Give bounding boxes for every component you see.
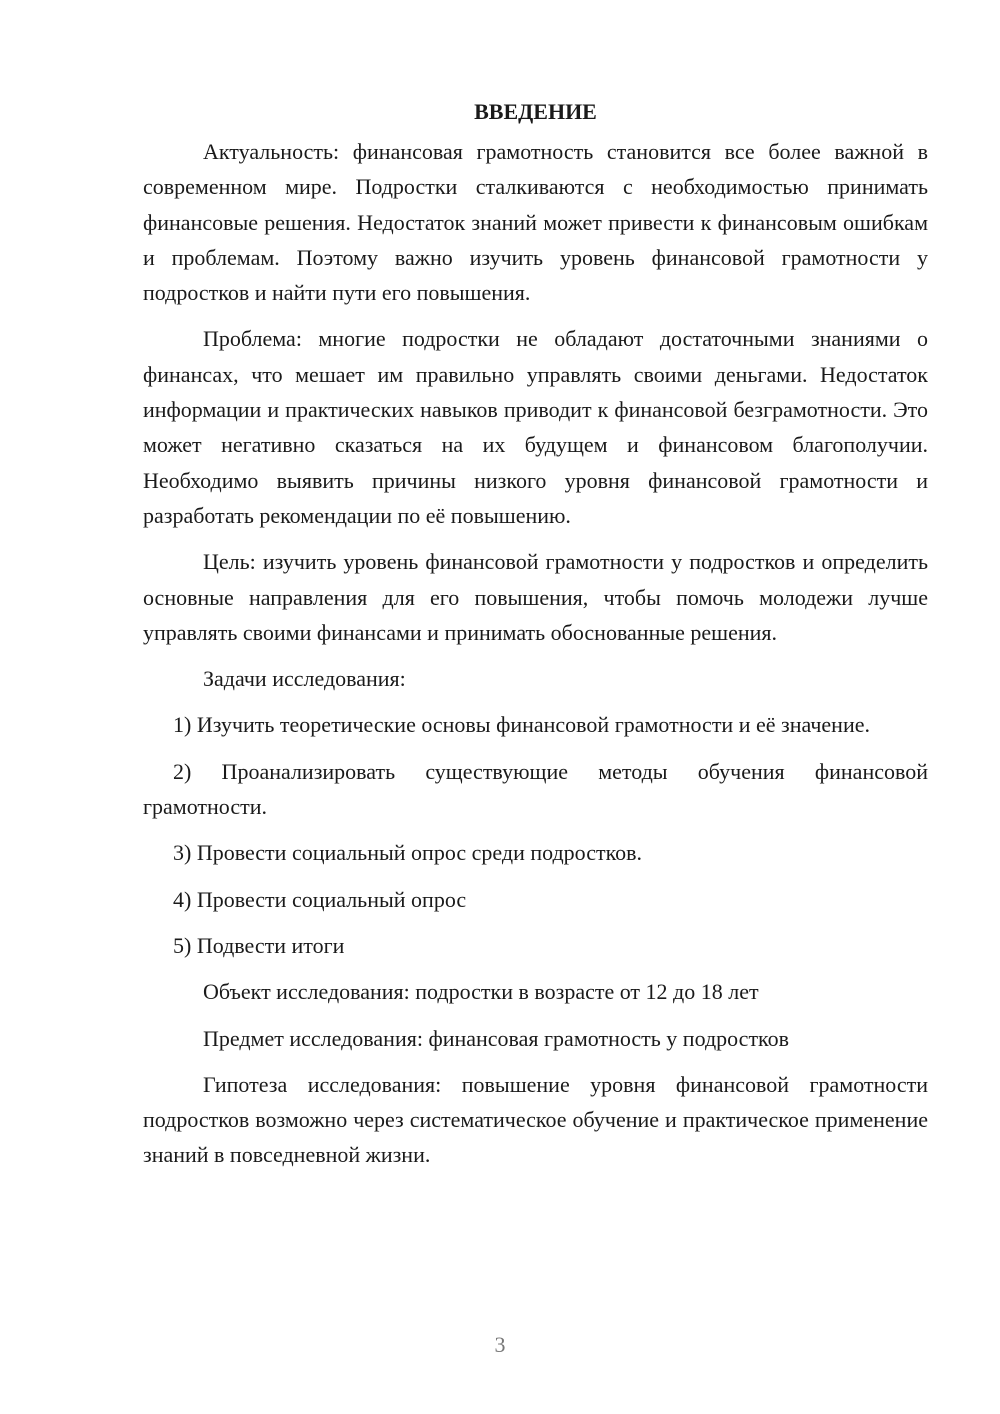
- object-paragraph: Объект исследования: подростки в возрасте от 12 до 18 лет: [203, 979, 759, 1005]
- subject-paragraph: Предмет исследования: финансовая грамотность у подростков: [203, 1025, 790, 1051]
- task-item: 2) Проанализировать существующие методы обучения финансовой грамотности.: [143, 758, 928, 820]
- problem-paragraph: Проблема: многие подростки не обладают достаточными знаниями о финансах, что мешает им правильно управлять своими деньгами. Недостаток информации и практических навыков приводит к финансовой безграмотности. Это может негативно сказаться на их будущем и финансовом благополучии. Необходимо выявить причины низкого уровня финансовой грамотности и разработать рекомендации по её повышению.: [143, 326, 928, 528]
- tasks-heading: Задачи исследования:: [203, 666, 406, 692]
- task-item: 5) Подвести итоги: [173, 932, 345, 958]
- document-page: [143, 92, 928, 1173]
- goal-paragraph: Цель: изучить уровень финансовой грамотности у подростков и определить основные направления для его повышения, чтобы помочь молодежи лучше управлять своими финансами и принимать обоснованные решения.: [143, 549, 928, 645]
- task-item: 3) Провести социальный опрос среди подростков.: [173, 840, 643, 866]
- hypothesis-paragraph: Гипотеза исследования: повышение уровня финансовой грамотности подростков возможно через систематическое обучение и практическое применение знаний в повседневной жизни.: [143, 1071, 928, 1168]
- section-title: ВВЕДЕНИЕ: [474, 99, 597, 124]
- task-item: 1) Изучить теоретические основы финансовой грамотности и её значение.: [173, 712, 870, 738]
- task-item: 4) Провести социальный опрос: [173, 886, 467, 912]
- relevance-paragraph: Актуальность: финансовая грамотность становится все более важной в современном мире. Подростки сталкиваются с необходимостью принимать финансовые решения. Недостаток знаний может привести к финансовым ошибкам и проблемам. Поэтому важно изучить уровень финансовой грамотности у подростков и найти пути его повышения.: [143, 139, 928, 306]
- page-number: 3: [494, 1332, 506, 1357]
